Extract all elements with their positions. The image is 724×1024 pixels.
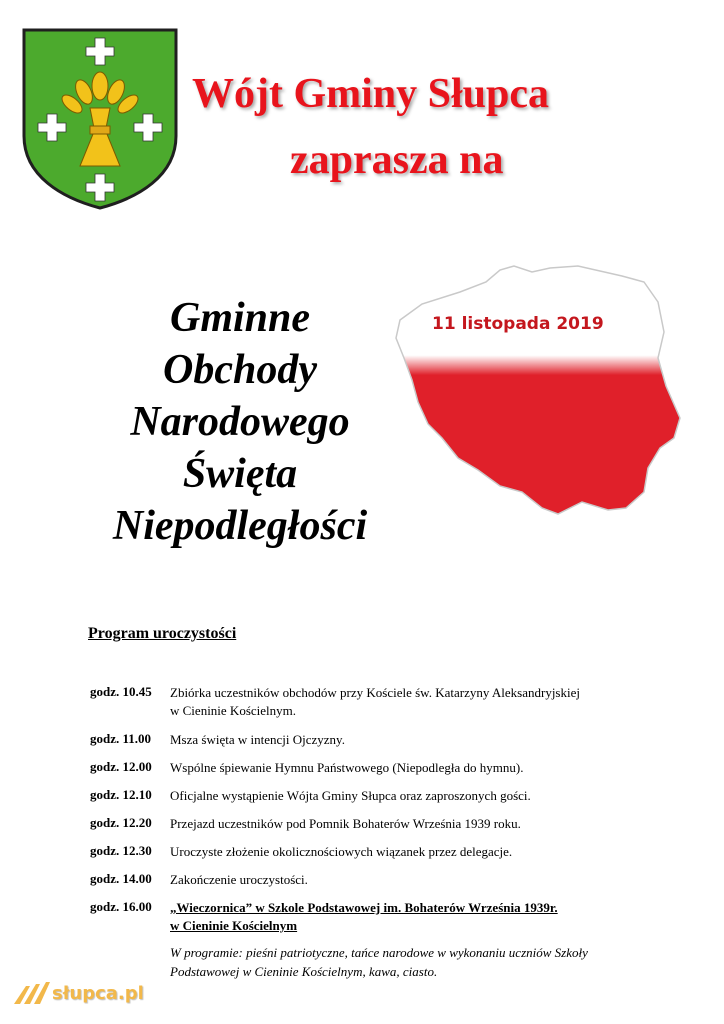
schedule-item bbox=[90, 684, 690, 720]
schedule-description: Zakończenie uroczystości. bbox=[170, 872, 308, 887]
event-title-line: Święta bbox=[182, 451, 298, 497]
coat-of-arms bbox=[20, 26, 180, 211]
program-note bbox=[170, 943, 690, 981]
schedule-item bbox=[90, 899, 690, 935]
event-title-line: Narodowego bbox=[130, 399, 350, 445]
schedule-time: godz. 12.00 bbox=[90, 759, 152, 774]
schedule-description: „Wieczornica” w Szkole Podstawowej im. Bohaterów Września 1939r. bbox=[170, 900, 558, 915]
schedule-time: godz. 14.00 bbox=[90, 871, 152, 886]
program-heading: Program uroczystości bbox=[88, 625, 237, 642]
schedule-time: godz. 10.45 bbox=[90, 684, 152, 699]
schedule-description: Oficjalne wystąpienie Wójta Gminy Słupca oraz zaproszonych gości. bbox=[170, 788, 531, 803]
schedule-time: godz. 12.10 bbox=[90, 787, 152, 802]
poland-map-flag bbox=[382, 262, 687, 524]
program-schedule bbox=[90, 684, 690, 981]
schedule-item bbox=[90, 871, 690, 889]
schedule-time: godz. 16.00 bbox=[90, 899, 152, 914]
program-note-line: W programie: pieśni patriotyczne, tańce narodowe w wykonaniu uczniów Szkoły bbox=[170, 945, 588, 960]
header-title: Wójt Gminy Słupca bbox=[192, 71, 550, 117]
header-subtitle: zaprasza na bbox=[290, 137, 504, 183]
schedule-time: godz. 11.00 bbox=[90, 731, 152, 746]
schedule-time: godz. 12.20 bbox=[90, 815, 152, 830]
event-date: 11 listopada 2019 bbox=[432, 314, 604, 334]
schedule-item bbox=[90, 731, 690, 749]
schedule-description: Uroczyste złożenie okolicznościowych wiązanek przez delegacje. bbox=[170, 844, 513, 859]
schedule-description: Zbiórka uczestników obchodów przy Kościele św. Katarzyny Aleksandryjskiej bbox=[170, 685, 580, 700]
event-title-line: Niepodległości bbox=[112, 503, 368, 549]
event-title-line: Gminne bbox=[169, 295, 311, 341]
schedule-description: w Cieninie Kościelnym bbox=[170, 918, 298, 933]
schedule-description: Przejazd uczestników pod Pomnik Bohaterów Września 1939 roku. bbox=[170, 816, 521, 831]
schedule-item bbox=[90, 843, 690, 861]
schedule-description: Wspólne śpiewanie Hymnu Państwowego (Niepodległa do hymnu). bbox=[170, 760, 524, 775]
schedule-time: godz. 12.30 bbox=[90, 843, 152, 858]
schedule-item bbox=[90, 815, 690, 833]
schedule-description: Msza święta w intencji Ojczyzny. bbox=[170, 732, 345, 747]
event-title bbox=[60, 292, 420, 552]
program-note-line: Podstawowej w Cieninie Kościelnym, kawa, ciasto. bbox=[170, 964, 438, 979]
footer-site-name: słupca.pl bbox=[52, 983, 144, 1004]
schedule-description: w Cieninie Kościelnym. bbox=[170, 703, 297, 718]
schedule-item bbox=[90, 759, 690, 777]
schedule-item bbox=[90, 787, 690, 805]
event-title-line: Obchody bbox=[163, 347, 317, 393]
